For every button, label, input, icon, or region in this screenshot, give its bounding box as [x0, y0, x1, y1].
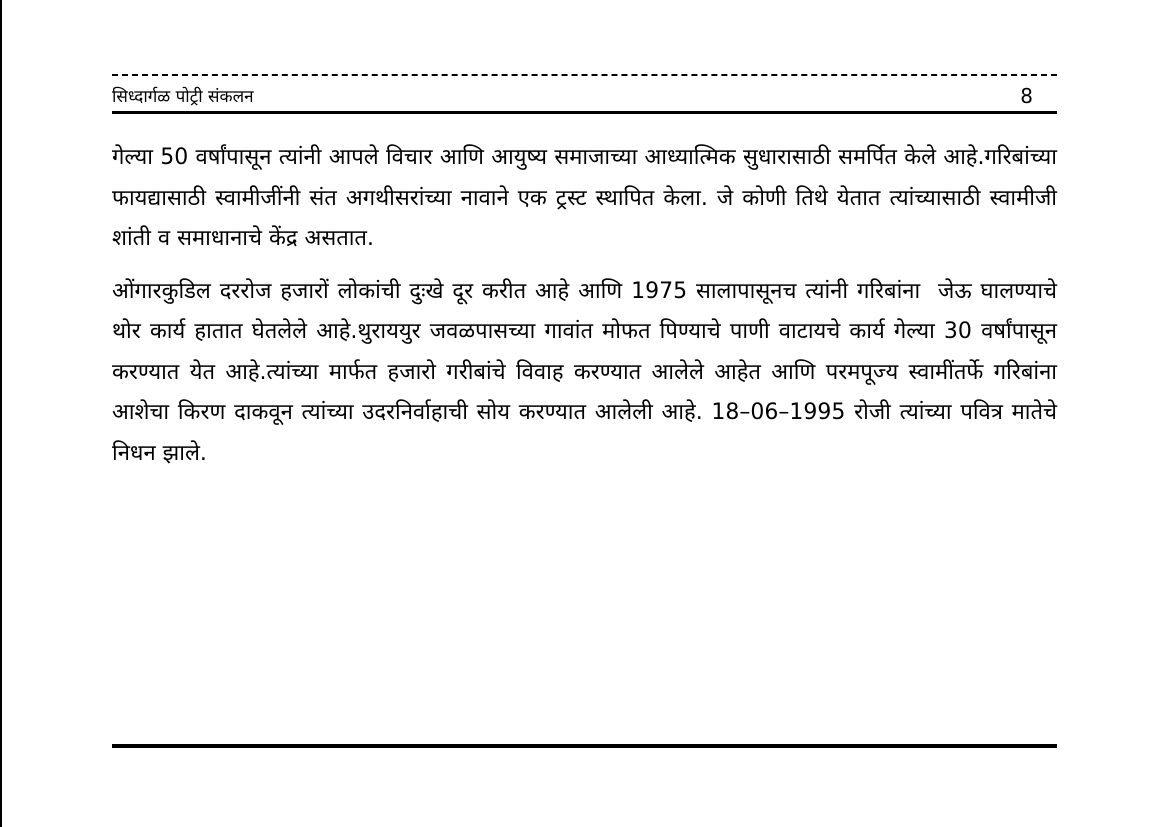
header-title: सिध्दार्गळ पोट्री संकलन	[112, 87, 254, 107]
paragraph-2: ओंगारकुडिल दररोज हजारों लोकांची दुःखे दूर करीत आहे आणि 1975 सालापासूनच त्यांनी गरिबांना जेऊ घालण्याचे थोर कार्य हातात घेतलेले आहे.थुराययुर जवळपासच्या गावांत मोफत पिण्याचे पाणी वाटायचे कार्य गेल्या 30 वर्षांपासून करण्यात येत आहे.त्यांच्या मार्फत हजारो गरीबांचे विवाह करण्यात आलेले आहेत आणि परमपूज्य स्वामींतर्फे गरिबांना आशेचा किरण दाकवून त्यांच्या उदरनिर्वाहाची सोय करण्यात आलेली आहे. 18–06–1995 रोजी त्यांच्या पवित्र मातेचे निधन झाले.	[112, 278, 1064, 466]
header-dashed-rule	[112, 74, 1057, 76]
footer-rule	[112, 744, 1057, 748]
page-content	[112, 138, 1064, 486]
header-rule	[112, 111, 1057, 114]
paragraph-1: गेल्या 50 वर्षांपासून त्यांनी आपले विचार आणि आयुष्य समाजाच्या आध्यात्मिक सुधारासाठी समर्पित केले आहे.गरिबांच्या फायद्यासाठी स्वामीजींनी संत अगथीसरांच्या नावाने एक ट्रस्ट स्थापित केला. जे कोणी तिथे येतात त्यांच्यासाठी स्वामीजी शांती व समाधानाचे केंद्र असतात.	[112, 145, 1064, 251]
page-number: 8	[1020, 84, 1033, 108]
page-header	[112, 84, 1057, 112]
page-left-edge	[0, 0, 2, 827]
